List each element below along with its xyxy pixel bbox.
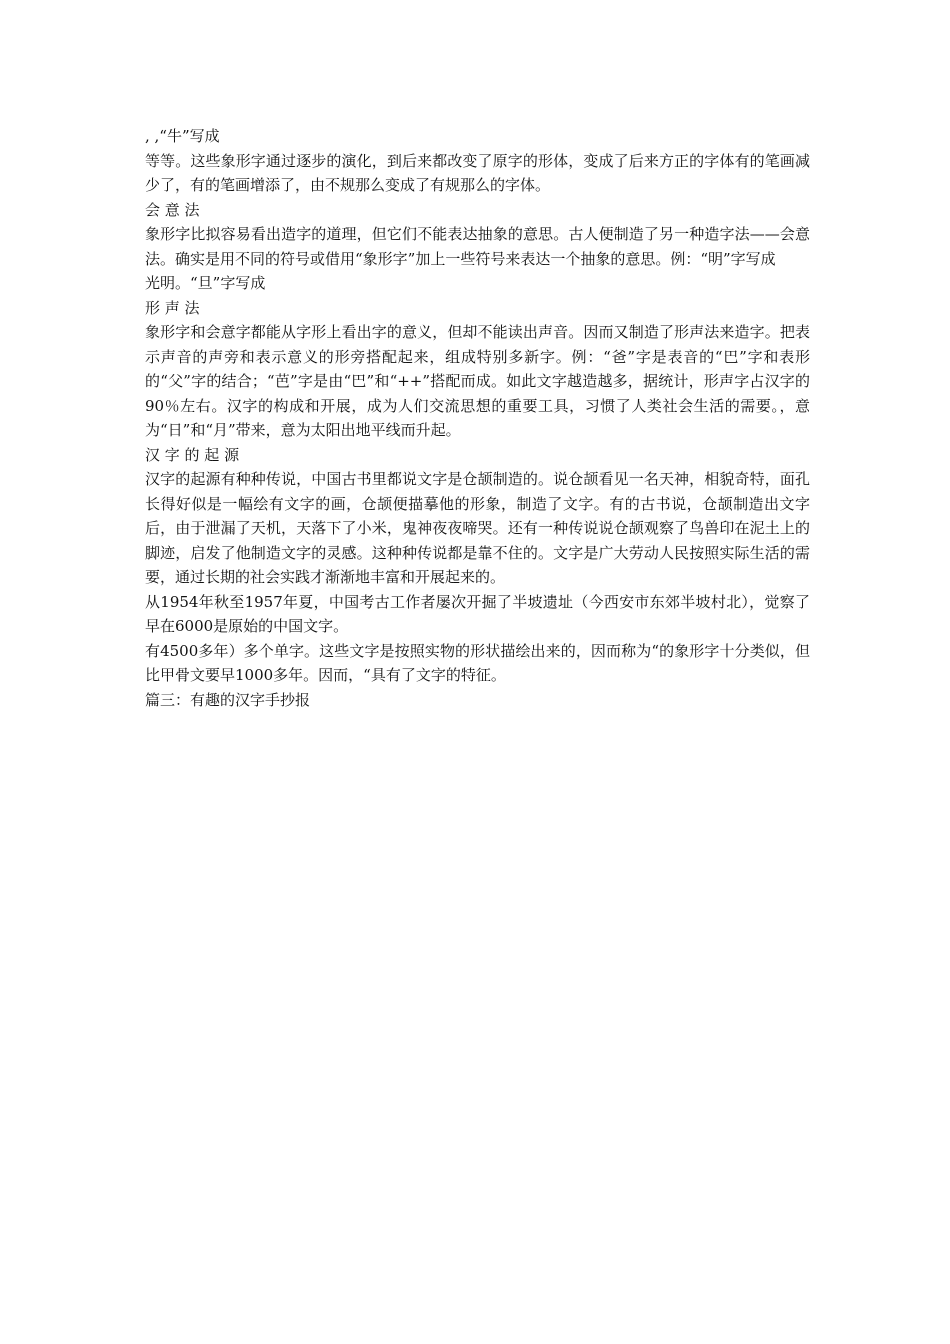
paragraph-huiyi-explanation: 象形字比拟容易看出造字的道理，但它们不能表达抽象的意思。古人便制造了另一种造字法——会意法。确实是用不同的符号或借用“象形字”加上一些符号来表达一个抽象的意思。例：“明”字写成 [145,225,810,268]
paragraph-cangjie-legend: 汉字的起源有种种传说，中国古书里都说文字是仓颉制造的。说仓颉看见一名天神，相貌奇特，面孔长得好似是一幅绘有文字的画，仓颉便描摹他的形象，制造了文字。有的古书说，仓颉制造出文字后，由于泄漏了天机，天落下了小米，鬼神夜夜啼哭。还有一种传说说仓颉观察了鸟兽印在泥土上的脚迹，启发了他制造文字的灵感。这种种传说都是靠不住的。文字是广大劳动人民按照实际生活的需要，通过长期的社会实践才渐渐地丰富和开展起来的。 [145,470,810,586]
paragraph-ox-fragment: , ,“牛”写成 [145,127,220,145]
document-body [145,124,810,712]
paragraph-pictograph-evolution: 等等。这些象形字通过逐步的演化，到后来都改变了原字的形体，变成了后来方正的字体有的笔画减少了，有的笔画增添了，由不规那么变成了有规那么的字体。 [145,151,810,194]
section-title-part-three: 篇三：有趣的汉字手抄报 [145,690,311,709]
paragraph-xingsheng-explanation: 象形字和会意字都能从字形上看出字的意义，但却不能读出声音。因而又制造了形声法来造字。把表示声音的声旁和表示意义的形旁搭配起来，组成特别多新字。例：“爸”字是表音的“巴”字和表形的“父”字的结合；“芭”字是由“巴”和“++”搭配而成。如此文字越造越多，据统计，形声字占汉字的90％左右。汉字的构成和开展，成为人们交流思想的重要工具，习惯了人类社会生活的需要。，意为“日”和“月”带来，意为太阳出地平线而升起。 [145,323,810,439]
heading-origin-of-characters: 汉 字 的 起 源 [145,445,240,464]
heading-xingsheng-method: 形 声 法 [145,298,200,317]
heading-huiyi-method: 会 意 法 [145,200,200,219]
paragraph-banpo-symbols: 有4500多年）多个单字。这些文字是按照实物的形状描绘出来的，因而称为“的象形字十分类似，但比甲骨文要早1000多年。因而，“具有了文字的特征。 [145,641,810,684]
paragraph-dan-example: 光明。“旦”字写成 [145,274,266,292]
paragraph-banpo-site: 从1954年秋至1957年夏，中国考古工作者屡次开掘了半坡遗址（今西安市东郊半坡村北），觉察了早在6000是原始的中国文字。 [145,592,810,635]
